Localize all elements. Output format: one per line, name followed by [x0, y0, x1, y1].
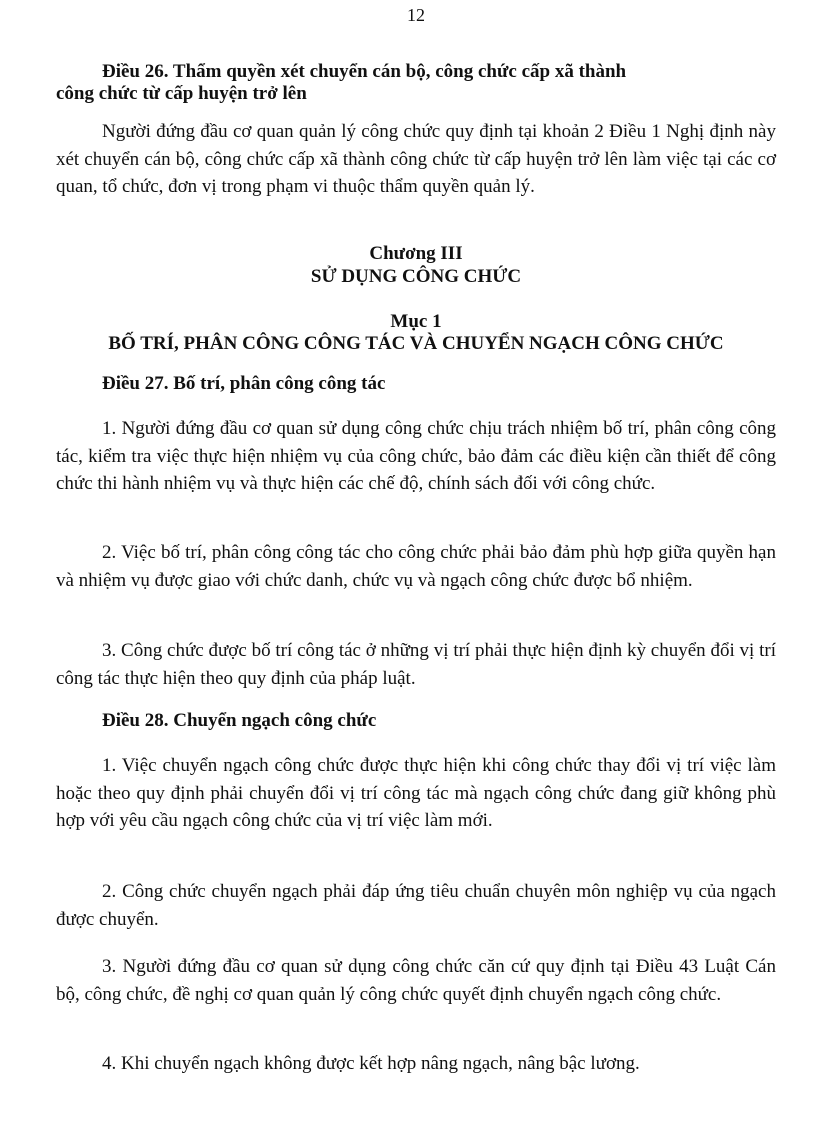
article-27-clause-3: 3. Công chức được bố trí công tác ở những vị trí phải thực hiện định kỳ chuyển đổi vị trí công tác thực hiện theo quy định của pháp luật.	[56, 640, 776, 689]
article-26-paragraph: Người đứng đầu cơ quan quản lý công chức quy định tại khoản 2 Điều 1 Nghị định này xét chuyển cán bộ, công chức cấp xã thành công chức từ cấp huyện trở lên làm việc tại các cơ quan, tổ chức, đơn vị trong phạm vi thuộc thẩm quyền quản lý.	[56, 121, 776, 197]
article-28-clause-2: 2. Công chức chuyển ngạch phải đáp ứng tiêu chuẩn chuyên môn nghiệp vụ của ngạch được chuyển.	[56, 881, 776, 930]
article-28-title: Điều 28. Chuyển ngạch công chức	[102, 710, 377, 731]
article-28-clause-1: 1. Việc chuyển ngạch công chức được thực hiện khi công chức thay đổi vị trí việc làm hoặc theo quy định phải chuyển đổi vị trí công tác mà ngạch công chức đang giữ không phù hợp với yêu cầu ngạch công chức của vị trí việc làm mới.	[56, 755, 776, 831]
article-28-clause-3: 3. Người đứng đầu cơ quan sử dụng công chức căn cứ quy định tại Điều 43 Luật Cán bộ, công chức, đề nghị cơ quan quản lý công chức quyết định chuyển ngạch công chức.	[56, 956, 776, 1005]
article-27-title: Điều 27. Bố trí, phân công công tác	[102, 373, 386, 394]
article-28-clause-4: 4. Khi chuyển ngạch không được kết hợp nâng ngạch, nâng bậc lương.	[102, 1053, 640, 1074]
article-27-clause-1: 1. Người đứng đầu cơ quan sử dụng công chức chịu trách nhiệm bố trí, phân công công tác, kiểm tra việc thực hiện nhiệm vụ của công chức, bảo đảm các điều kiện cần thiết để công chức thi hành nhiệm vụ và thực hiện các chế độ, chính sách đối với công chức.	[56, 418, 776, 494]
chapter-title: SỬ DỤNG CÔNG CHỨC	[310, 266, 522, 287]
section-label: Mục 1	[390, 311, 442, 332]
article-26-title	[56, 61, 776, 105]
chapter-label: Chương III	[369, 243, 463, 264]
section-title: BỐ TRÍ, PHÂN CÔNG CÔNG TÁC VÀ CHUYỂN NGẠCH CÔNG CHỨC	[108, 333, 724, 354]
article-26-title-line1: Điều 26. Thẩm quyền xét chuyển cán bộ, công chức cấp xã thành	[102, 61, 627, 82]
page-number: 12	[407, 5, 425, 25]
article-26-title-line2: công chức từ cấp huyện trở lên	[56, 83, 307, 104]
document-page	[56, 0, 776, 1123]
article-27-clause-2: 2. Việc bố trí, phân công công tác cho công chức phải bảo đảm phù hợp giữa quyền hạn và nhiệm vụ được giao với chức danh, chức vụ và ngạch công chức được bổ nhiệm.	[56, 542, 776, 591]
